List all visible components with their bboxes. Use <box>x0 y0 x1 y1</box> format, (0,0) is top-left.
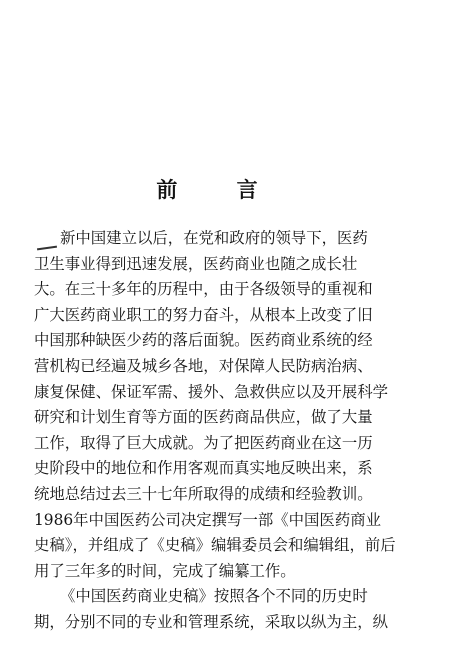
text-line: 广大医药商业职工的努力奋斗，从根本上改变了旧 <box>34 305 373 324</box>
text-line: 卫生事业得到迅速发展，医药商业也随之成长壮 <box>34 254 358 273</box>
text-line: 中国那种缺医少药的落后面貌。医药商业系统的经 <box>34 331 373 350</box>
text-line: 用了三年多的时间，完成了编纂工作。 <box>34 561 296 580</box>
text-line: 工作，取得了巨大成就。为了把医药商业在这一历 <box>34 433 373 452</box>
text-line: 史稿》，并组成了《史稿》编辑委员会和编辑组，前后 <box>34 536 396 555</box>
page-title: 前 言 <box>156 178 284 202</box>
text-line: 营机构已经遍及城乡各地，对保障人民防病治病、 <box>34 356 373 375</box>
text-line: 《中国医药商业史稿》按照各个不同的历史时 <box>60 587 368 606</box>
text-line: 大。在三十多年的历程中，由于各级领导的重视和 <box>34 280 373 299</box>
text-line: 统地总结过去三十七年所取得的成绩和经验教训。 <box>34 484 373 503</box>
body-text <box>34 226 416 636</box>
text-line: 1986年中国医药公司决定撰写一部《中国医药商业 <box>34 510 381 529</box>
text-line: 期，分别不同的专业和管理系统，采取以纵为主，纵 <box>34 612 388 631</box>
text-line: 新中国建立以后，在党和政府的领导下，医药 <box>60 229 368 247</box>
text-line: 史阶段中的地位和作用客观而真实地反映出来，系 <box>34 459 373 478</box>
text-line: 康复保健、保证军需、援外、急救供应以及开展科学 <box>34 382 388 401</box>
text-line: 研究和计划生育等方面的医药商品供应，做了大量 <box>34 408 373 427</box>
